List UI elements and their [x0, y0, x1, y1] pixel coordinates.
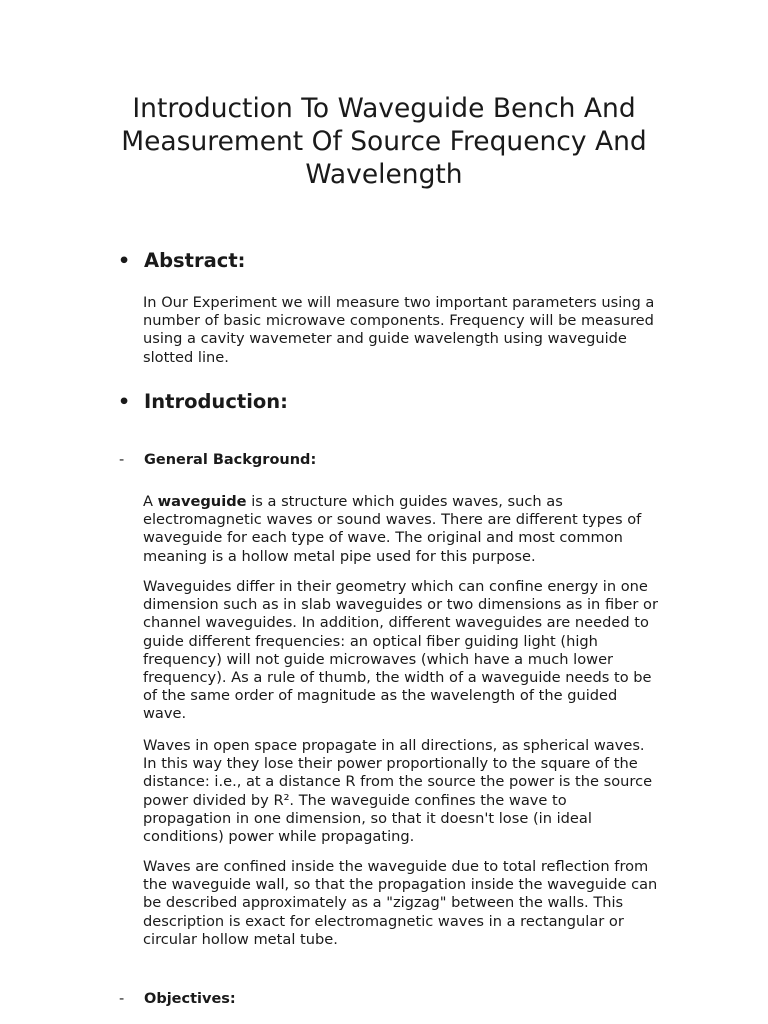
dash-marker: -: [119, 991, 125, 1007]
bullet-icon: •: [118, 250, 131, 272]
general-background-label: General Background:: [144, 452, 317, 468]
waveguide-definition-paragraph: [143, 493, 658, 566]
objectives-heading: [119, 990, 236, 1008]
abstract-paragraph: In Our Experiment we will measure two important parameters using a number of basic microwave components. Frequency will be measured using a cavity wavemeter and guide wavelength using waveguide slotted line.: [143, 294, 655, 366]
objectives-label: Objectives:: [144, 991, 236, 1007]
paragraph-rest: is a structure which guides waves, such as electromagnetic waves or sound waves. There are different types of waveguide for each type of wave. The original and most common meaning is a hollow metal pipe used for this purpose.: [143, 493, 642, 565]
open-space-propagation-paragraph: Waves in open space propagate in all directions, as spherical waves. In this way they lose their power proportionally to the square of the distance: i.e., at a distance R from the source the power is the source power divided by R². The waveguide confines the wave to propagation in one dimension, so that it doesn't lose (in ideal conditions) power while propagating.: [143, 737, 653, 846]
abstract-heading: [118, 249, 245, 273]
general-background-heading: [119, 451, 316, 469]
bullet-icon: •: [118, 391, 131, 413]
bold-term-waveguide: waveguide: [157, 493, 247, 510]
total-reflection-paragraph: Waves are confined inside the waveguide due to total reflection from the waveguide wall, so that the propagation inside the waveguide can be described approximately as a "zigzag" between the walls. This description is exact for electromagnetic waves in a rectangular or circular hollow metal tube.: [143, 858, 658, 948]
dash-marker: -: [119, 452, 125, 468]
document-title: Introduction To Waveguide Bench And Measurement Of Source Frequency And Wavelength: [121, 93, 647, 190]
waveguide-geometry-paragraph: Waveguides differ in their geometry which can confine energy in one dimension such as in slab waveguides or two dimensions as in fiber or channel waveguides. In addition, different waveguides are needed to guide different frequencies: an optical fiber guiding light (high frequency) will not guide microwaves (which have a much lower frequency). As a rule of thumb, the width of a waveguide needs to be of the same order of magnitude as the wavelength of the guided wave.: [143, 578, 658, 723]
introduction-heading-label: Introduction:: [144, 390, 288, 413]
introduction-heading: [118, 390, 288, 414]
paragraph-prefix: A: [143, 493, 158, 510]
abstract-heading-label: Abstract:: [144, 249, 246, 272]
